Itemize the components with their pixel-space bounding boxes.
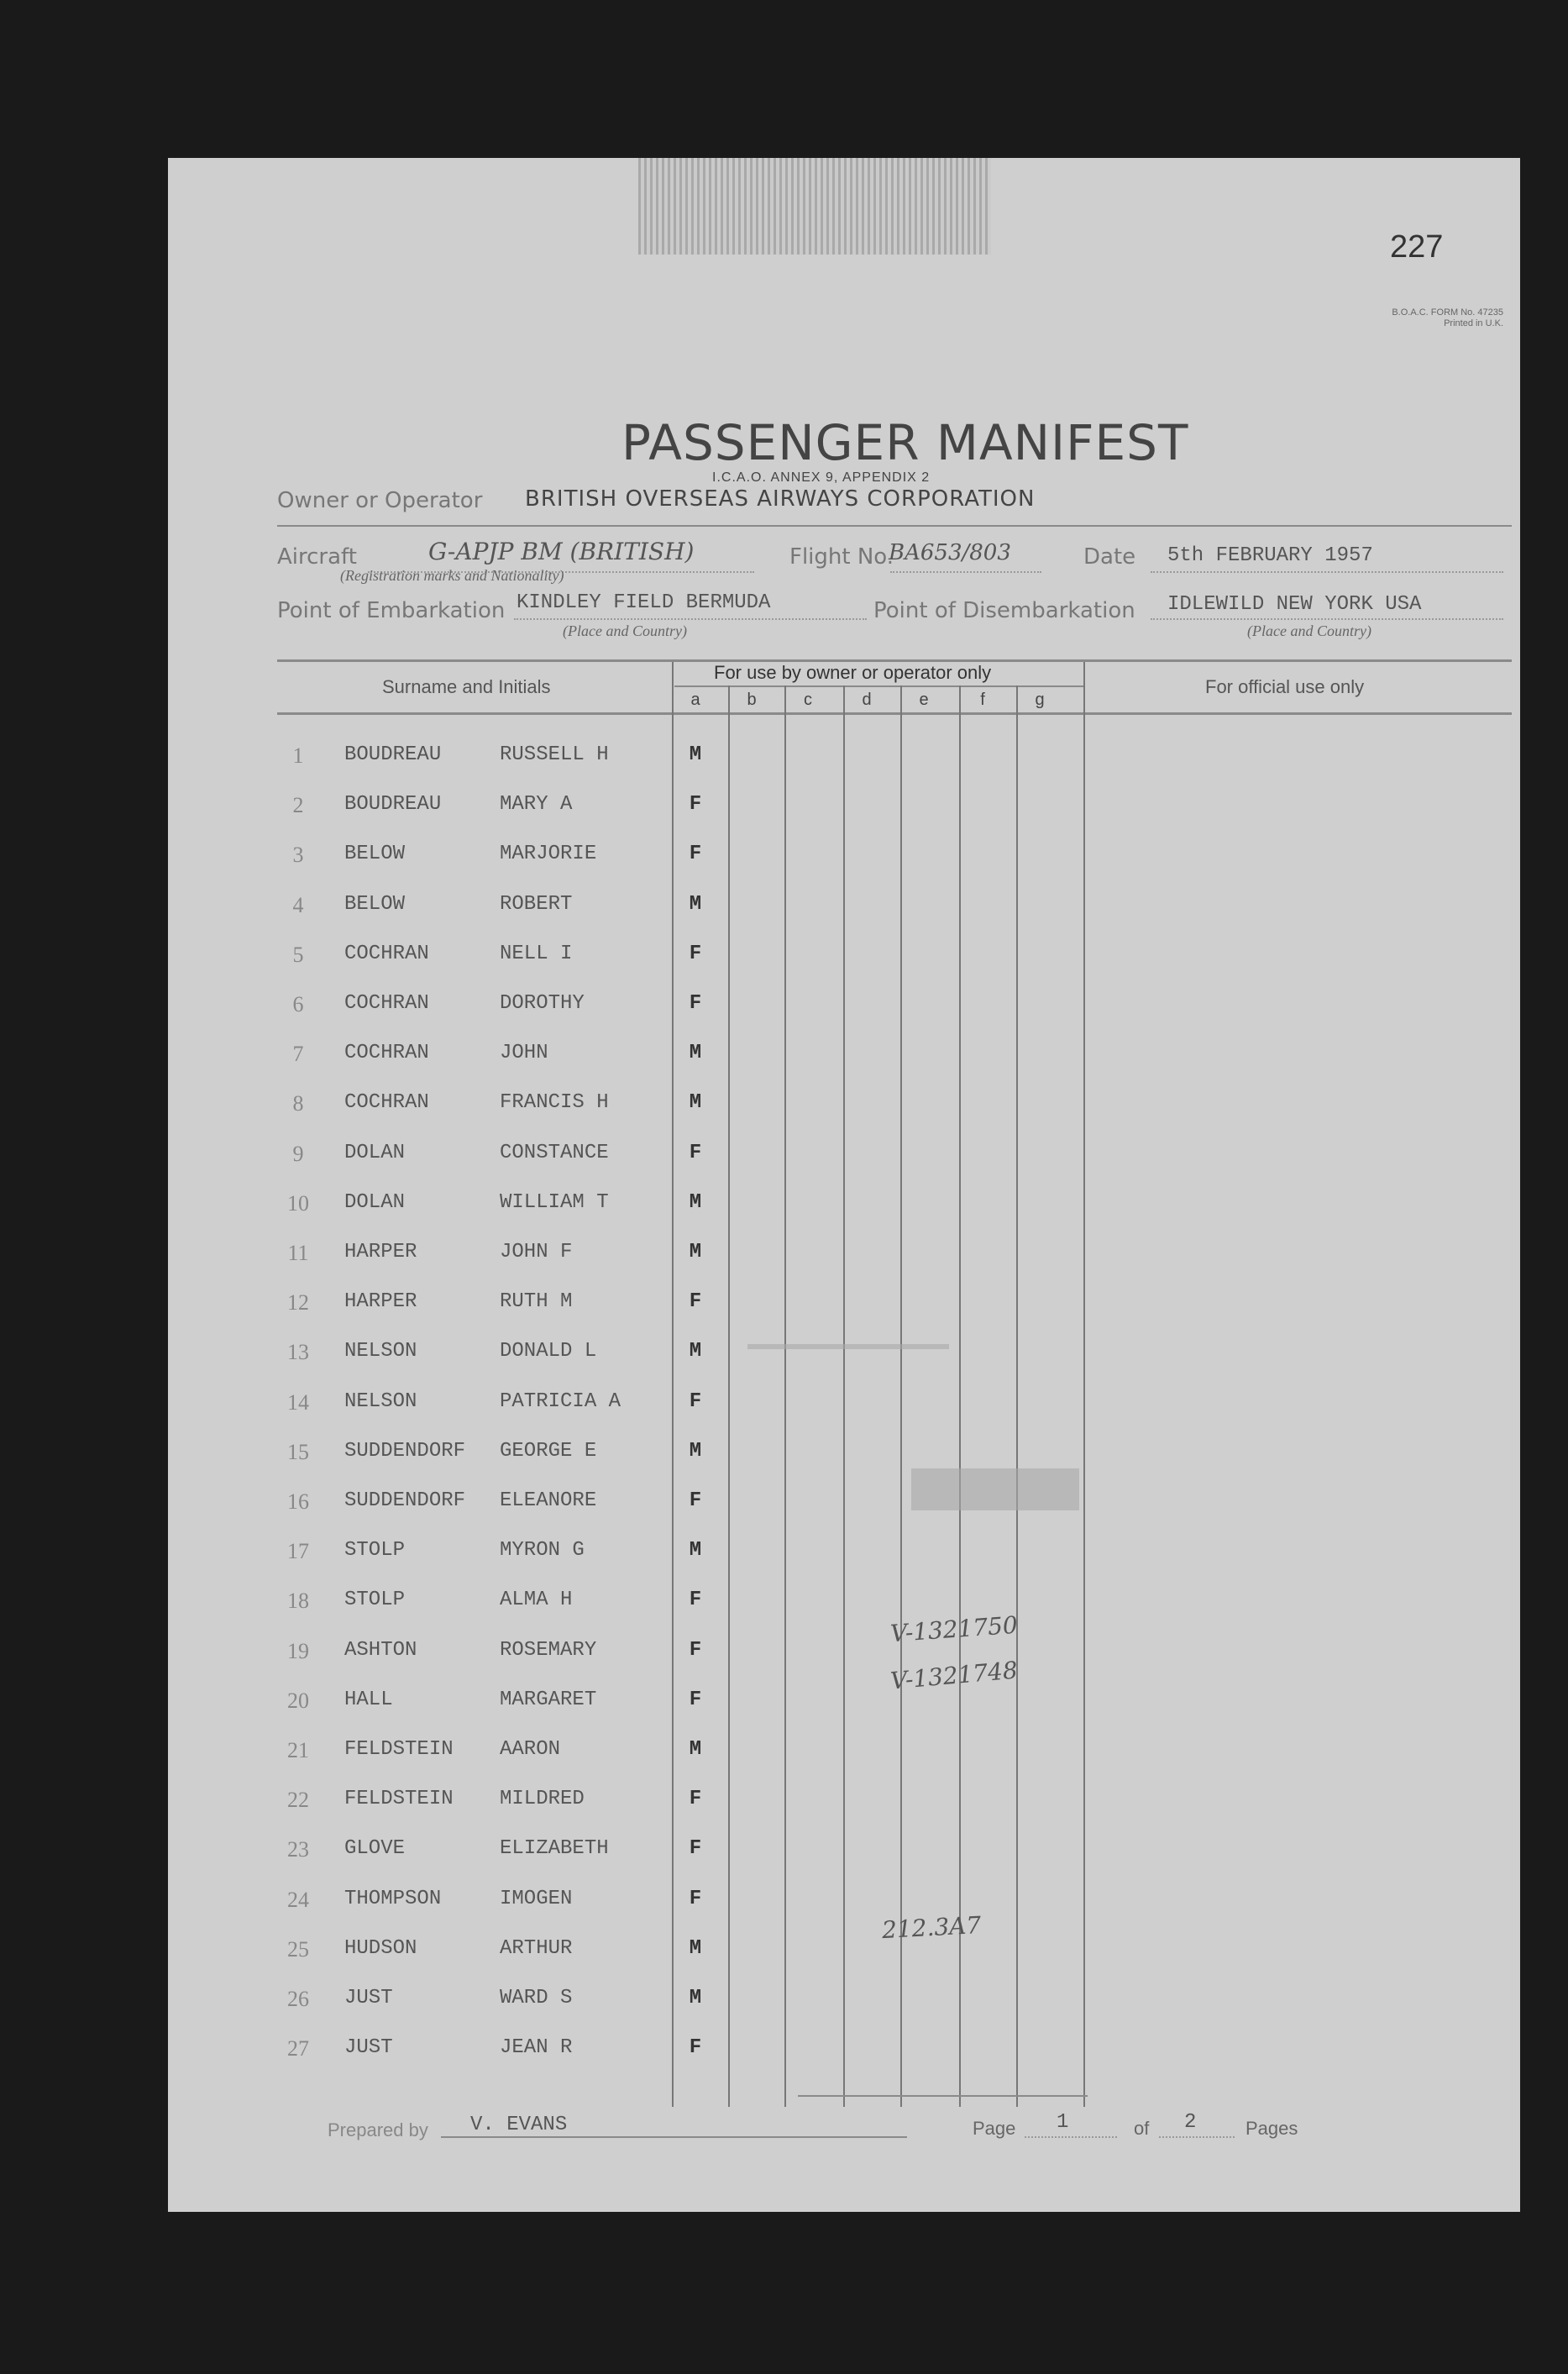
passenger-given-name: RUTH M <box>500 1290 573 1314</box>
passenger-surname: THOMPSON <box>344 1887 442 1910</box>
passenger-given-name: MARGARET <box>500 1688 597 1711</box>
aircraft-label: Aircraft <box>277 544 357 570</box>
passenger-row <box>168 843 1520 885</box>
passenger-number: 8 <box>292 1091 304 1116</box>
passenger-given-name: MILDRED <box>500 1788 585 1811</box>
passenger-number: 21 <box>287 1738 309 1762</box>
embarkation-note: (Place and Country) <box>563 622 687 639</box>
passenger-given-name: CONSTANCE <box>500 1141 609 1164</box>
passenger-row <box>168 1738 1520 1780</box>
passenger-given-name: ELEANORE <box>500 1489 597 1512</box>
passenger-sex: F <box>689 1688 702 1711</box>
passenger-sex: F <box>689 1837 702 1861</box>
passenger-given-name: ROSEMARY <box>500 1638 597 1662</box>
owner-label: Owner or Operator <box>277 488 483 513</box>
passenger-surname: BOUDREAU <box>344 793 442 817</box>
passenger-sex: F <box>689 793 702 817</box>
passenger-number: 5 <box>292 942 304 967</box>
passenger-surname: SUDDENDORF <box>344 1439 466 1463</box>
passenger-sex: M <box>689 1340 702 1363</box>
passenger-number: 11 <box>287 1241 309 1265</box>
passenger-row <box>168 1539 1520 1581</box>
passenger-surname: HARPER <box>344 1241 417 1263</box>
passenger-sex: M <box>689 1439 702 1463</box>
header-bottom-rule <box>277 712 1512 715</box>
passenger-number: 26 <box>287 1987 309 2011</box>
passenger-given-name: FRANCIS H <box>500 1091 609 1115</box>
passenger-surname: JUST <box>344 1987 393 2009</box>
passenger-surname: NELSON <box>344 1389 417 1413</box>
passenger-number: 10 <box>287 1190 309 1216</box>
surname-header: Surname and Initials <box>382 676 551 697</box>
operator-header: For use by owner or operator only <box>714 662 992 683</box>
of-label: of <box>1134 2118 1150 2139</box>
passenger-sex: F <box>689 1589 702 1612</box>
date-line <box>1151 571 1503 573</box>
passenger-row <box>168 1390 1520 1432</box>
passenger-sex: M <box>689 1190 702 1214</box>
flight-label: Flight No. <box>789 544 894 570</box>
passenger-given-name: AARON <box>500 1738 561 1761</box>
passenger-row <box>168 1042 1520 1084</box>
passenger-surname: COCHRAN <box>344 1042 429 1065</box>
disembarkation-note: (Place and Country) <box>1247 622 1371 639</box>
passenger-row <box>168 893 1520 935</box>
col-c-header: c <box>804 691 812 709</box>
passenger-row <box>168 1241 1520 1283</box>
passenger-given-name: ALMA H <box>500 1589 573 1612</box>
document-subtitle: I.C.A.O. ANNEX 9, APPENDIX 2 <box>712 470 931 485</box>
passenger-surname: FELDSTEIN <box>344 1788 454 1811</box>
date-value: 5th FEBRUARY 1957 <box>1167 544 1373 567</box>
passenger-number: 9 <box>292 1141 304 1166</box>
passenger-sex: F <box>689 843 702 866</box>
passenger-given-name: WILLIAM T <box>500 1190 609 1214</box>
passenger-surname: COCHRAN <box>344 942 429 965</box>
passenger-number: 12 <box>287 1290 309 1316</box>
col-f-header: f <box>980 691 985 709</box>
passenger-row <box>168 1589 1520 1631</box>
passenger-sex: M <box>689 1738 702 1761</box>
passenger-row <box>168 1091 1520 1133</box>
passenger-sex: F <box>689 1141 702 1164</box>
passenger-sex: M <box>689 1241 702 1263</box>
passenger-sex: F <box>689 1290 702 1314</box>
date-label: Date <box>1083 544 1136 570</box>
passenger-number: 27 <box>287 2036 309 2061</box>
passenger-row <box>168 1440 1520 1482</box>
form-number-text: B.O.A.C. FORM No. 47235 <box>1392 307 1503 318</box>
page-line <box>1025 2136 1117 2138</box>
passenger-surname: GLOVE <box>344 1837 406 1861</box>
passenger-sex: F <box>689 1489 702 1512</box>
passenger-number: 1 <box>292 743 304 768</box>
passenger-number: 6 <box>292 992 304 1016</box>
passenger-surname: BELOW <box>344 843 406 866</box>
passenger-number: 19 <box>287 1638 309 1663</box>
printed-in-text: Printed in U.K. <box>1444 318 1503 328</box>
col-b-header: b <box>747 691 757 709</box>
passenger-row <box>168 1340 1520 1382</box>
passenger-given-name: GEORGE E <box>500 1439 597 1463</box>
divider <box>277 525 1512 527</box>
passenger-given-name: IMOGEN <box>500 1887 573 1910</box>
passenger-sex: M <box>689 1091 702 1115</box>
passenger-surname: HUDSON <box>344 1936 417 1960</box>
passenger-sex: M <box>689 892 702 916</box>
passenger-number: 17 <box>287 1539 309 1564</box>
passenger-given-name: NELL I <box>500 942 573 965</box>
disembarkation-line <box>1151 618 1503 620</box>
passenger-sex: M <box>689 1042 702 1065</box>
of-line <box>1159 2136 1235 2138</box>
passenger-surname: DOLAN <box>344 1190 406 1214</box>
pages-label: Pages <box>1245 2118 1298 2139</box>
passenger-row <box>168 1142 1520 1184</box>
passenger-number: 3 <box>292 843 304 868</box>
passenger-number: 7 <box>292 1042 304 1067</box>
passenger-surname: HARPER <box>344 1290 417 1314</box>
passenger-given-name: JOHN F <box>500 1241 573 1263</box>
flight-line <box>890 571 1041 573</box>
prepared-label: Prepared by <box>328 2119 428 2140</box>
passenger-given-name: MARJORIE <box>500 843 597 866</box>
col-g-header: g <box>1035 691 1045 709</box>
passenger-row <box>168 1290 1520 1332</box>
passenger-sex: M <box>689 1987 702 2009</box>
passenger-sex: F <box>689 1638 702 1662</box>
passenger-given-name: JOHN <box>500 1042 548 1065</box>
page-value: 1 <box>1057 2111 1069 2134</box>
manifest-page <box>168 158 1520 2212</box>
passenger-row <box>168 943 1520 985</box>
passenger-surname: BOUDREAU <box>344 743 442 766</box>
passenger-number: 25 <box>287 1936 309 1962</box>
passenger-row <box>168 743 1520 785</box>
passenger-row <box>168 1937 1520 1979</box>
passenger-number: 15 <box>287 1439 309 1464</box>
passenger-row <box>168 1191 1520 1233</box>
disembarkation-label: Point of Disembarkation <box>873 598 1135 623</box>
passenger-surname: FELDSTEIN <box>344 1738 454 1761</box>
page-number: 227 <box>1390 229 1444 265</box>
form-number <box>1327 307 1503 329</box>
passenger-sex: M <box>689 743 702 766</box>
embarkation-value: KINDLEY FIELD BERMUDA <box>517 591 771 614</box>
passenger-given-name: DOROTHY <box>500 992 585 1015</box>
handwritten-note-25: 212.3A7 <box>881 1910 982 1945</box>
passenger-surname: COCHRAN <box>344 992 429 1015</box>
passenger-number: 4 <box>292 892 304 917</box>
passenger-sex: F <box>689 942 702 965</box>
passenger-surname: STOLP <box>344 1539 406 1563</box>
document-title: PASSENGER MANIFEST <box>621 414 1189 471</box>
passenger-surname: COCHRAN <box>344 1091 429 1115</box>
passenger-row <box>168 1689 1520 1731</box>
official-header: For official use only <box>1205 676 1365 697</box>
scan-artifact <box>638 158 991 255</box>
disembarkation-value: IDLEWILD NEW YORK USA <box>1167 593 1422 616</box>
passenger-row <box>168 992 1520 1034</box>
passenger-number: 14 <box>287 1389 309 1415</box>
passenger-number: 20 <box>287 1688 309 1713</box>
passenger-given-name: ELIZABETH <box>500 1837 609 1861</box>
handwritten-note-20: V-1321748 <box>889 1656 1019 1695</box>
passenger-given-name: DONALD L <box>500 1340 597 1363</box>
col-e-header: e <box>919 691 929 709</box>
passenger-given-name: PATRICIA A <box>500 1389 621 1413</box>
prepared-line <box>441 2136 907 2138</box>
embarkation-label: Point of Embarkation <box>277 598 506 623</box>
page-label: Page <box>973 2118 1016 2139</box>
passenger-given-name: ROBERT <box>500 892 573 916</box>
passenger-row <box>168 1639 1520 1681</box>
passenger-row <box>168 1888 1520 1930</box>
passenger-given-name: WARD S <box>500 1987 573 2009</box>
aircraft-note: (Registration marks and Nationality) <box>340 567 564 584</box>
passenger-surname: DOLAN <box>344 1141 406 1164</box>
passenger-surname: ASHTON <box>344 1638 417 1662</box>
embarkation-line <box>514 618 867 620</box>
passenger-sex: F <box>689 992 702 1015</box>
passenger-number: 22 <box>287 1788 309 1813</box>
passenger-sex: F <box>689 1389 702 1413</box>
passenger-sex: M <box>689 1539 702 1563</box>
passenger-row <box>168 1837 1520 1879</box>
of-value: 2 <box>1184 2111 1197 2134</box>
prepared-value: V. EVANS <box>470 2114 568 2136</box>
col-d-header: d <box>862 691 872 709</box>
passenger-row <box>168 1987 1520 2029</box>
flight-value: BA653/803 <box>889 540 1011 565</box>
passenger-number: 18 <box>287 1589 309 1614</box>
passenger-number: 23 <box>287 1837 309 1862</box>
aircraft-value: G-APJP BM (BRITISH) <box>428 538 695 565</box>
passenger-surname: HALL <box>344 1688 393 1711</box>
passenger-row <box>168 2036 1520 2078</box>
passenger-surname: STOLP <box>344 1589 406 1612</box>
passenger-surname: SUDDENDORF <box>344 1489 466 1512</box>
passenger-given-name: MYRON G <box>500 1539 585 1563</box>
passenger-given-name: JEAN R <box>500 2036 573 2060</box>
passenger-sex: F <box>689 1887 702 1910</box>
owner-value: BRITISH OVERSEAS AIRWAYS CORPORATION <box>525 486 1036 512</box>
table-bottom-rule <box>798 2095 1088 2097</box>
passenger-sex: M <box>689 1936 702 1960</box>
passenger-given-name: MARY A <box>500 793 573 817</box>
handwritten-note-19: V-1321750 <box>889 1610 1019 1648</box>
passenger-surname: NELSON <box>344 1340 417 1363</box>
passenger-number: 2 <box>292 793 304 818</box>
passenger-surname: BELOW <box>344 892 406 916</box>
passenger-row <box>168 1489 1520 1531</box>
col-a-header: a <box>690 691 700 709</box>
passenger-surname: JUST <box>344 2036 393 2060</box>
passenger-row <box>168 793 1520 835</box>
passenger-number: 13 <box>287 1340 309 1365</box>
passenger-number: 16 <box>287 1489 309 1514</box>
passenger-given-name: RUSSELL H <box>500 743 609 766</box>
passenger-sex: F <box>689 2036 702 2060</box>
passenger-row <box>168 1788 1520 1830</box>
passenger-number: 24 <box>287 1887 309 1912</box>
passenger-given-name: ARTHUR <box>500 1936 573 1960</box>
subheader-rule <box>674 685 1083 687</box>
passenger-sex: F <box>689 1788 702 1811</box>
